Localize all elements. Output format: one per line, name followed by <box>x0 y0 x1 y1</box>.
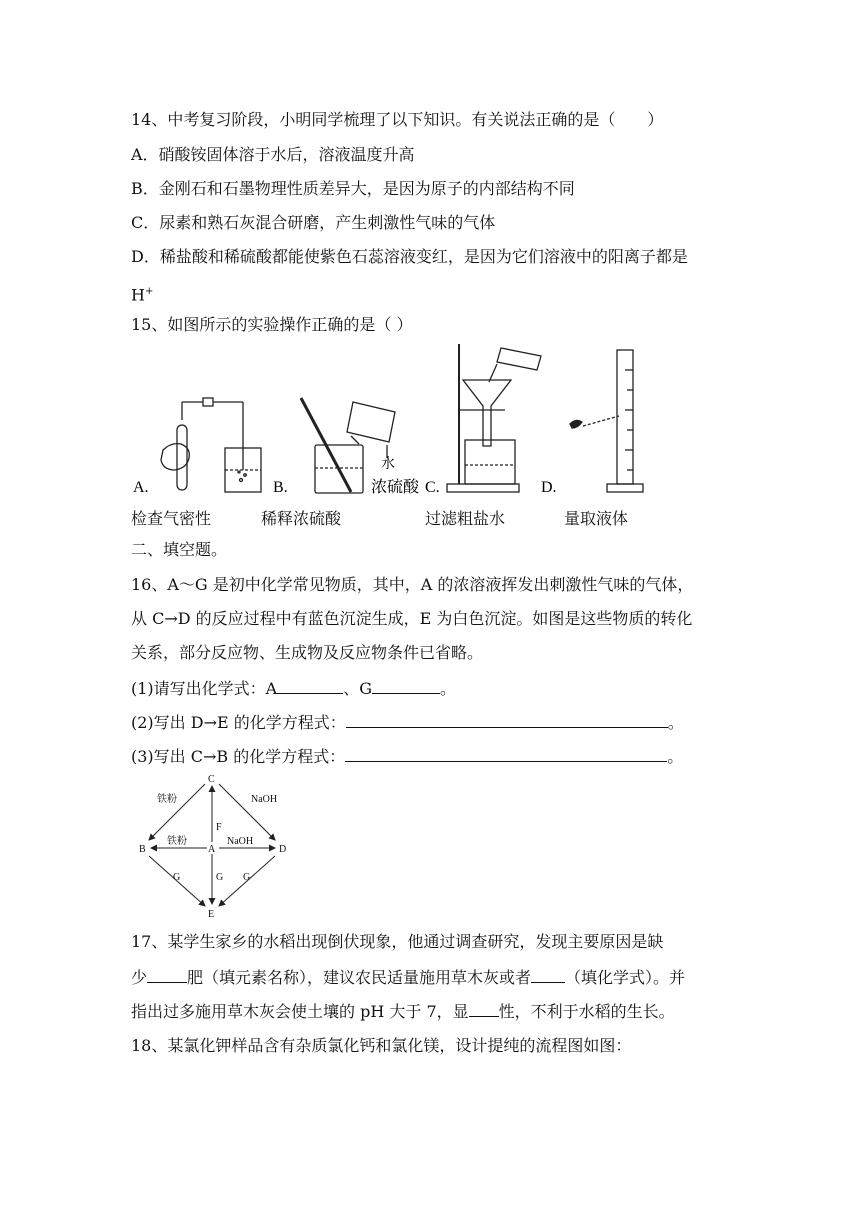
q17-line-1: 17、某学生家乡的水稻出现倒伏现象，他通过调查研究，发现主要原因是缺 <box>131 932 664 951</box>
label-g-de: G <box>243 872 251 883</box>
q16-part-2: (2)写出 D→E 的化学方程式： 。 <box>131 713 684 732</box>
blank-element[interactable] <box>147 966 187 983</box>
option-d-letter: D. <box>541 479 557 496</box>
caption-c: 过滤粗盐水 <box>425 509 506 528</box>
label-naoh-cd: NaOH <box>251 794 278 805</box>
apparatus-airtightness <box>161 398 261 492</box>
section-heading: 二、填空题。 <box>131 540 228 559</box>
node-e: E <box>208 909 215 920</box>
label-naoh-ad: NaOH <box>227 836 254 847</box>
label-g-ae: G <box>216 872 224 883</box>
blank-formula[interactable] <box>531 966 565 983</box>
label-f: F <box>216 822 222 833</box>
q15-figure <box>125 340 665 500</box>
q16-conversion-diagram <box>133 772 293 920</box>
q14-option-c: C．尿素和熟石灰混合研磨，产生刺激性气味的气体 <box>131 213 496 232</box>
q17-line-2: 少 肥（填元素名称），建议农民适量施用草木灰或者 （填化学式）。并 <box>131 968 686 987</box>
node-a: A <box>208 844 216 855</box>
node-d: D <box>279 844 287 855</box>
option-a-letter: A. <box>133 479 149 496</box>
label-g-be: G <box>173 872 181 883</box>
q16-stem-3: 关系，部分反应物、生成物及反应物条件已省略。 <box>131 643 484 662</box>
apparatus-filtration <box>447 344 541 492</box>
label-tiefen-cb: 铁粉 <box>157 794 177 805</box>
q14-stem: 14、中考复习阶段，小明同学梳理了以下知识。有关说法正确的是（ ） <box>131 110 664 129</box>
q16-stem-2: 从 C→D 的反应过程中有蓝色沉淀生成，E 为白色沉淀。如图是这些物质的转化 <box>131 609 693 628</box>
caption-d: 量取液体 <box>564 509 629 528</box>
q16-part-1: (1)请写出化学式：A 、G 。 <box>131 679 457 698</box>
blank-property[interactable] <box>469 1000 499 1017</box>
q14-option-b: B．金刚石和石墨物理性质差异大，是因为原子的内部结构不同 <box>131 179 575 198</box>
q14-option-d-cont: H+ <box>131 285 154 305</box>
q16-stem-1: 16、A～G 是初中化学常见物质，其中，A 的浓溶液挥发出刺激性气味的气体， <box>131 575 694 594</box>
water-label: 水 <box>381 457 395 472</box>
node-b: B <box>139 844 146 855</box>
q15-stem: 15、如图所示的实验操作正确的是（ ） <box>131 315 413 334</box>
label-tiefen-ab: 铁粉 <box>167 836 187 847</box>
option-c-letter: C. <box>425 479 440 496</box>
apparatus-graduated-cylinder <box>570 350 643 492</box>
acid-label: 浓硫酸 <box>371 479 420 496</box>
q17-line-3: 指出过多施用草木灰会使土壤的 pH 大于 7，显 性，不利于水稻的生长。 <box>131 1002 675 1021</box>
blank-c-to-b[interactable] <box>345 745 667 762</box>
q18-stem: 18、某氯化钾样品含有杂质氯化钙和氯化镁，设计提纯的流程图如图： <box>131 1036 632 1055</box>
q14-option-d: D．稀盐酸和稀硫酸都能使紫色石蕊溶液变红，是因为它们溶液中的阳离子都是 <box>131 247 688 266</box>
blank-a[interactable] <box>277 677 343 694</box>
node-c: C <box>208 774 215 785</box>
blank-d-to-e[interactable] <box>346 711 668 728</box>
blank-g[interactable] <box>372 677 440 694</box>
q16-part-3: (3)写出 C→B 的化学方程式： 。 <box>131 747 684 766</box>
q14-option-a: A．硝酸铵固体溶于水后，溶液温度升高 <box>131 145 415 164</box>
caption-b: 稀释浓硫酸 <box>261 509 342 528</box>
caption-a: 检查气密性 <box>131 509 212 528</box>
option-b-letter: B. <box>273 479 288 496</box>
